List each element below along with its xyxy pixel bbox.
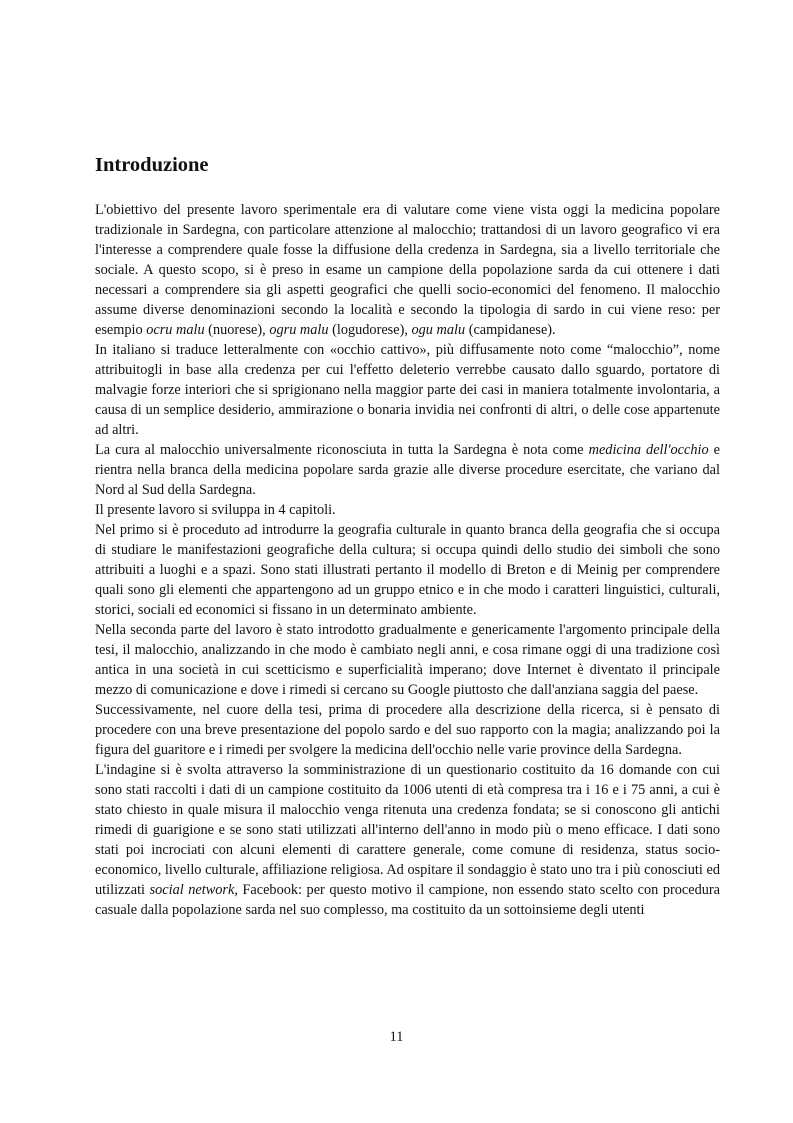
text-segment: , Facebook: per questo motivo il campione, non essendo stato scelto con procedura casuale dalla popolazione sarda nel suo complesso, ma costituito da un sottoinsieme degli utenti bbox=[95, 882, 720, 918]
paragraph bbox=[95, 700, 720, 760]
italic-text: ogu malu bbox=[411, 322, 466, 338]
paragraph bbox=[95, 760, 720, 920]
section-title: Introduzione bbox=[95, 154, 209, 176]
text-segment: L'obiettivo del presente lavoro sperimentale era di valutare come viene vista oggi la medicina popolare tradizionale in Sardegna, con particolare attenzione al malocchio; trattandosi di un lavoro geografico vi era l'interesse a comprendere quale fosse la diffusione della credenza in Sardegna, sia a livello territoriale che sociale. A questo scopo, si è preso in esame un campione della popolazione sarda da cui ottenere i dati necessari a comprendere sia gli aspetti geografici che quelli socio-economici del fenomeno. Il malocchio assume diverse denominazioni secondo la località e secondo la tipologia di sardo in cui viene reso: per esempio bbox=[95, 202, 720, 338]
text-segment: (campidanese). bbox=[465, 322, 556, 338]
text-segment: Nel primo si è proceduto ad introdurre la geografia culturale in quanto branca della geografia che si occupa di studiare le manifestazioni geografiche della cultura; si occupa quindi dello studio dei simboli che sono attribuiti a luoghi e a spazi. Sono stati illustrati pertanto il modello di Breton e di Meinig per comprendere quali sono gli elementi che appartengono ad un gruppo etnico e in che modo i caratteri linguistici, culturali, storici, sociali ed economici si fissano in un determinato ambiente. bbox=[95, 522, 720, 618]
page-number: 11 bbox=[389, 1029, 404, 1045]
text-segment: (logudorese), bbox=[328, 322, 412, 338]
italic-text: ocru malu bbox=[146, 322, 205, 338]
text-segment: e rientra nella branca della medicina popolare sarda grazie alle diverse procedure esercitate, che variano dal Nord al Sud della Sardegna. bbox=[95, 442, 720, 498]
italic-text: medicina dell'occhio bbox=[588, 442, 709, 458]
text-segment: In italiano si traduce letteralmente con «occhio cattivo», più diffusamente noto come “malocchio”, nome attribuitogli in base alla credenza per cui l'effetto deleterio verrebbe causato dallo sguardo, portatore di malvagie forze interiori che si sprigionano nella maggior parte dei casi in maniera totalmente involontaria, a causa di un semplice desiderio, ammirazione o bonaria invidia nei confronti di altri, o delle cose appartenute ad altri. bbox=[95, 342, 720, 438]
text-segment: Il presente lavoro si sviluppa in 4 capitoli. bbox=[95, 502, 336, 518]
paragraph bbox=[95, 340, 720, 440]
text-segment: (nuorese), bbox=[204, 322, 270, 338]
paragraph bbox=[95, 440, 720, 500]
text-segment: Nella seconda parte del lavoro è stato introdotto gradualmente e genericamente l'argomento principale della tesi, il malocchio, analizzando in che modo è cambiato negli anni, e cosa rimane oggi di una tradizione così antica in una società in cui scetticismo e superficialità imperano; dove Internet è diventato il principale mezzo di comunicazione e dove i rimedi si cercano su Google piuttosto che dall'anziana saggia del paese. bbox=[95, 622, 720, 698]
paragraph bbox=[95, 500, 720, 520]
paragraph bbox=[95, 620, 720, 700]
body-text bbox=[95, 200, 720, 920]
page-content bbox=[95, 150, 720, 920]
italic-text: social network bbox=[149, 882, 235, 898]
italic-text: ogru malu bbox=[269, 322, 329, 338]
paragraph bbox=[95, 520, 720, 620]
text-segment: L'indagine si è svolta attraverso la somministrazione di un questionario costituito da 16 domande con cui sono stati raccolti i dati di un campione costituito da 1006 utenti di età compresa tra i 16 e i 75 anni, a cui è stato chiesto in quale misura il malocchio venga ritenuta una credenza fondata; se si conoscono gli antichi rimedi di guarigione e se sono stati utilizzati all'interno dell'anno in modo più o meno efficace. I dati sono stati poi incrociati con alcuni elementi di carattere generale, come comune di residenza, status socio-economico, livello culturale, affiliazione religiosa. Ad ospitare il sondaggio è stato uno tra i più conosciuti ed utilizzati bbox=[95, 762, 720, 898]
text-segment: La cura al malocchio universalmente riconosciuta in tutta la Sardegna è nota come bbox=[95, 442, 589, 458]
paragraph bbox=[95, 200, 720, 340]
text-segment: Successivamente, nel cuore della tesi, prima di procedere alla descrizione della ricerca, si è pensato di procedere con una breve presentazione del popolo sardo e del suo rapporto con la magia; analizzando poi la figura del guaritore e i rimedi per svolgere la medicina dell'occhio nelle varie province della Sardegna. bbox=[95, 702, 720, 758]
